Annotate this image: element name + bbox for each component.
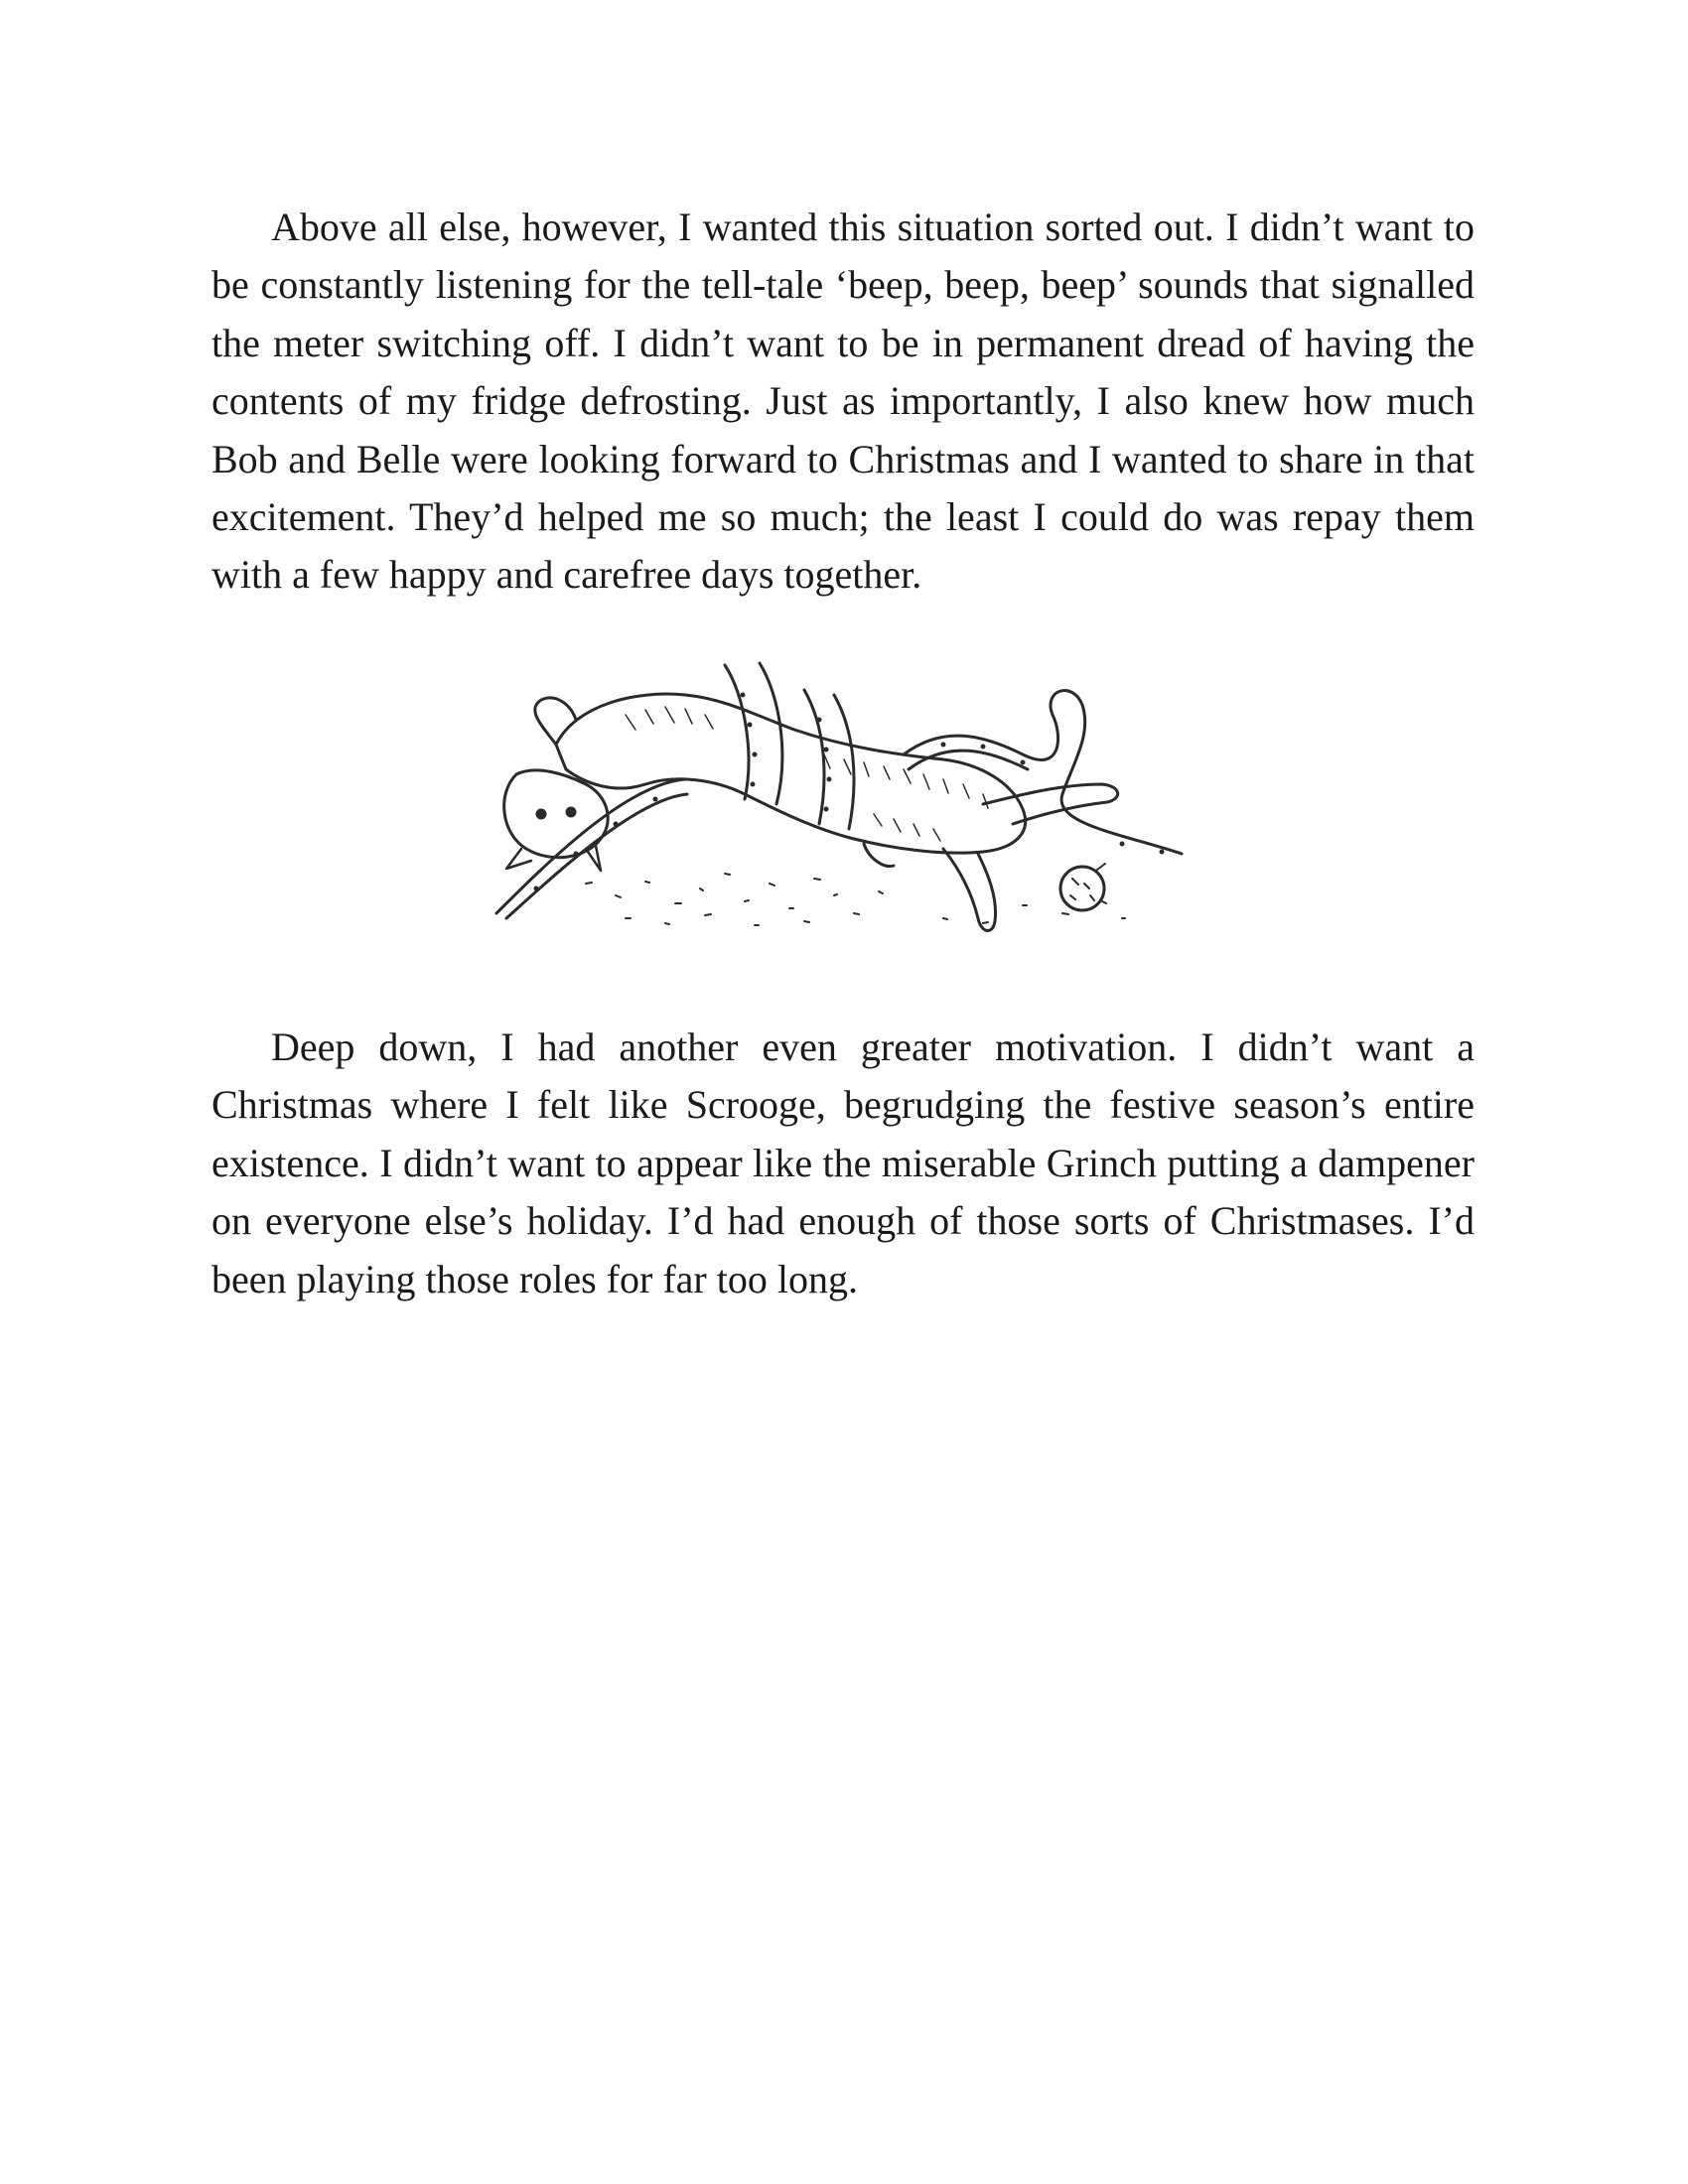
ribbon-trail-right — [904, 691, 1182, 854]
cat-hind-leg-lower — [943, 849, 996, 930]
bauble-cap — [1097, 864, 1105, 870]
cat-ribbon-illustration — [427, 635, 1261, 973]
cat-eye-left — [536, 809, 546, 819]
cat-ribbon-drawing — [427, 635, 1261, 973]
ribbon-dots — [534, 693, 1165, 891]
cat-body — [556, 694, 1026, 853]
cat-front-paw — [535, 698, 576, 745]
paragraph-1: Above all else, however, I wanted this situation sorted out. I didn’t want to be constantly listening for the tell-tale ‘beep, beep, beep’ sounds that signalled the meter switching off. I didn’t want to be in permanent dread of having the contents of my fridge defrosting. Just as importantly, I also knew how much Bob and Belle were looking forward to Christmas and I wanted to share in that excitement. They’d helped me so much; the least I could do was repay them with a few happy and carefree days together. — [211, 205, 1475, 598]
ribbon-band-2 — [804, 690, 854, 829]
cat-eye-right — [566, 807, 576, 817]
paragraph-2: Deep down, I had another even greater motivation. I didn’t want a Christmas where I felt like Scrooge, begrudging the festive season’s entire existence. I didn’t want to appear like the miserable Grinch putting a dampener on everyone else’s holiday. I’d had enough of those sorts of Christmases. I’d been playing those roles for far too long. — [211, 1024, 1475, 1301]
bauble-pattern — [1070, 879, 1094, 900]
ground-speckles — [586, 874, 1125, 925]
cat-hind-leg-upper — [983, 784, 1118, 824]
bauble-ornament — [1060, 867, 1104, 910]
